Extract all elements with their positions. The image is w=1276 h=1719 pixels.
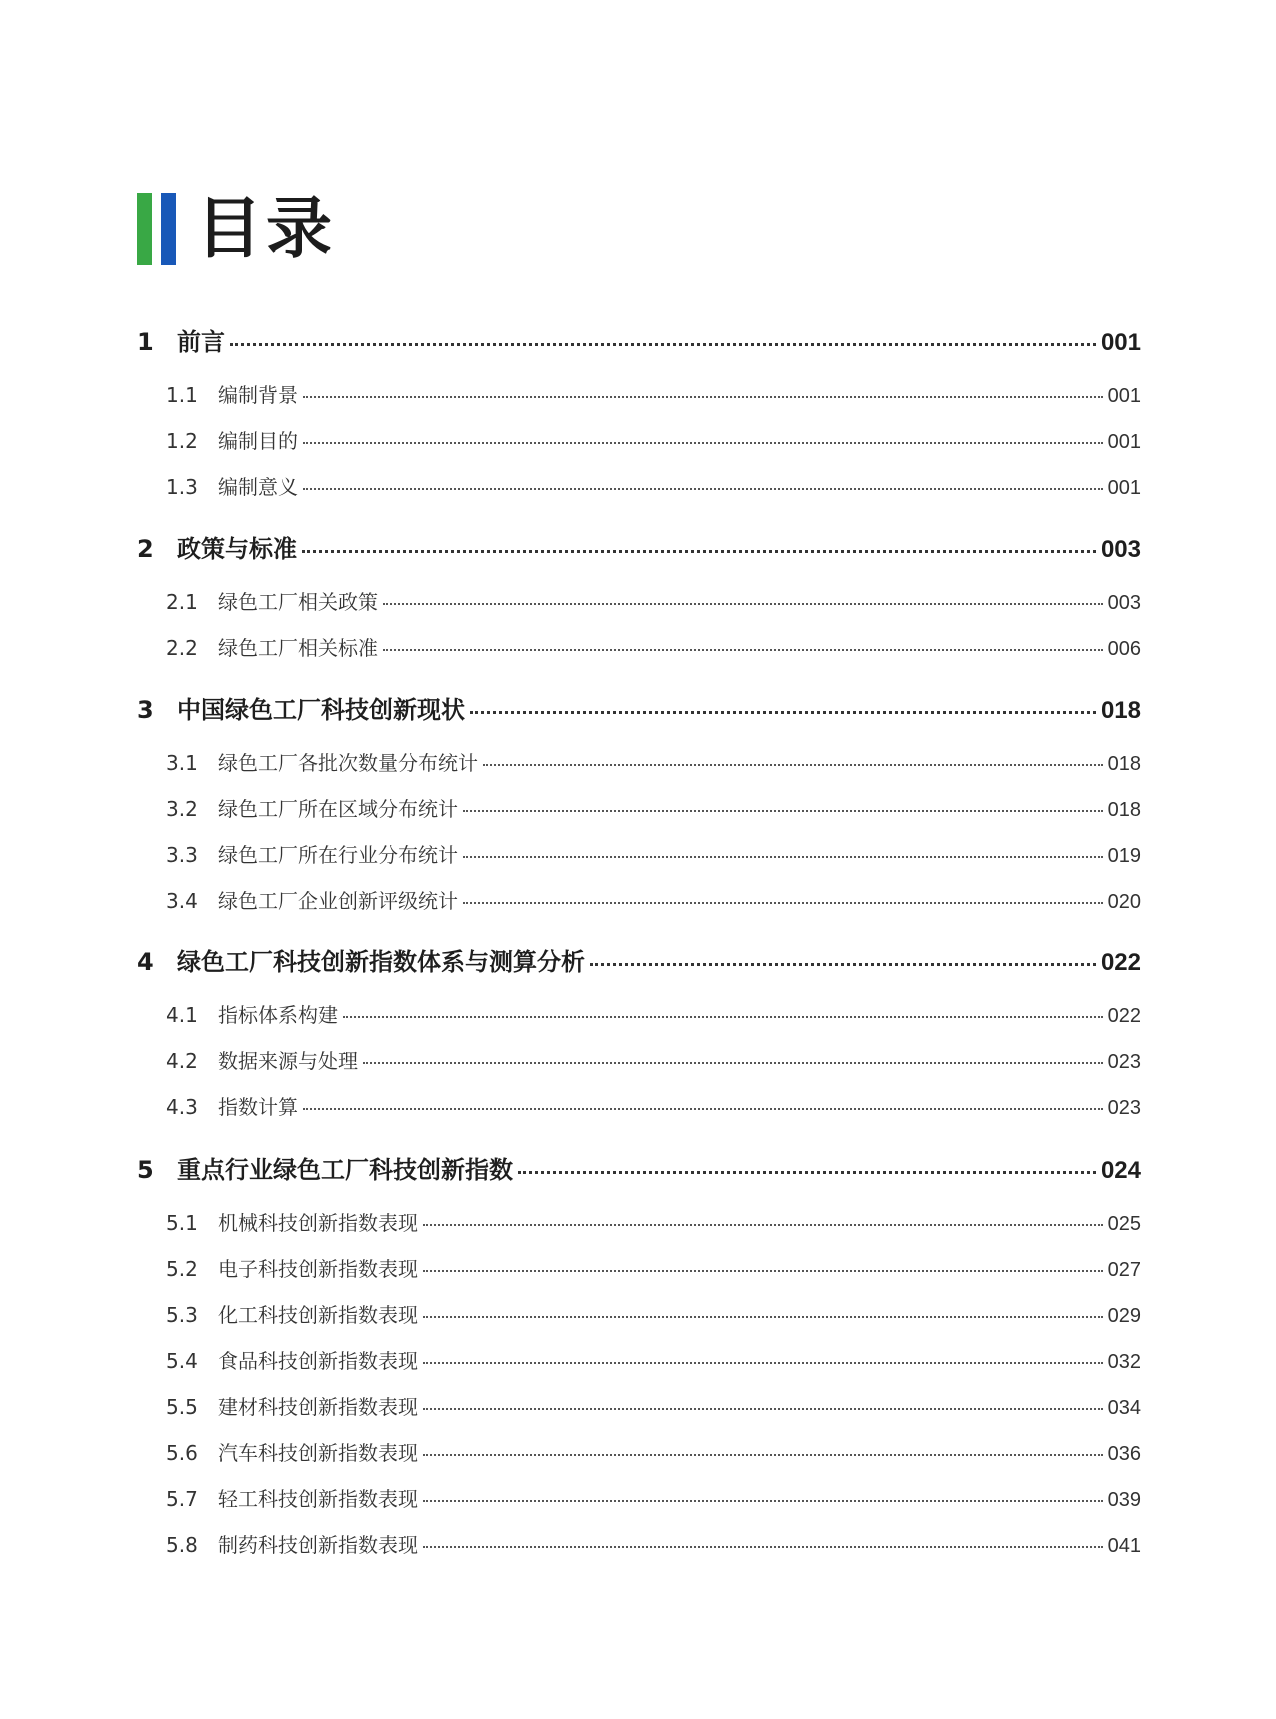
toc-section-4-3[interactable]	[137, 1091, 1141, 1120]
dot-leader	[518, 1171, 1096, 1174]
toc-page-number: 041	[1107, 1535, 1141, 1557]
toc-page-number: 018	[1100, 697, 1141, 724]
dot-leader	[423, 1316, 1103, 1318]
toc-label: 绿色工厂所在行业分布统计	[218, 843, 458, 867]
toc-label: 绿色工厂科技创新指数体系与测算分析	[177, 948, 585, 976]
dot-leader	[303, 1108, 1103, 1110]
dot-leader	[383, 649, 1103, 651]
toc-label: 绿色工厂相关政策	[218, 590, 378, 614]
toc-section-4-2[interactable]	[137, 1045, 1141, 1074]
toc-page-number: 025	[1107, 1213, 1141, 1235]
toc-page-number: 024	[1100, 1157, 1141, 1184]
toc-label: 中国绿色工厂科技创新现状	[177, 696, 465, 724]
toc-number: 5.6	[166, 1441, 198, 1465]
toc-chapter-5[interactable]	[137, 1150, 1141, 1185]
toc-number: 2.2	[166, 636, 198, 660]
toc-number: 5.8	[166, 1533, 198, 1557]
toc-number: 3.1	[166, 751, 198, 775]
toc-number: 4.1	[166, 1003, 198, 1027]
dot-leader	[343, 1016, 1103, 1018]
dot-leader	[303, 488, 1103, 490]
toc-label: 电子科技创新指数表现	[218, 1257, 418, 1281]
toc-label: 绿色工厂相关标准	[218, 636, 378, 660]
toc-number: 5.2	[166, 1257, 198, 1281]
toc-section-3-4[interactable]	[137, 885, 1141, 914]
toc-label: 数据来源与处理	[218, 1049, 358, 1073]
toc-page-number: 018	[1107, 753, 1141, 775]
dot-leader	[463, 856, 1103, 858]
toc-label: 汽车科技创新指数表现	[218, 1441, 418, 1465]
dot-leader	[590, 963, 1096, 966]
toc-label: 绿色工厂企业创新评级统计	[218, 889, 458, 913]
toc-label: 指标体系构建	[218, 1003, 338, 1027]
dot-leader	[463, 810, 1103, 812]
toc-number: 5.7	[166, 1487, 198, 1511]
toc-label: 指数计算	[218, 1095, 298, 1119]
toc-number: 4.2	[166, 1049, 198, 1073]
toc-page-number: 019	[1107, 845, 1141, 867]
toc-number: 2.1	[166, 590, 198, 614]
blue-accent-bar	[161, 193, 176, 265]
toc-label: 建材科技创新指数表现	[218, 1395, 418, 1419]
title-block	[137, 192, 336, 266]
toc-label: 食品科技创新指数表现	[218, 1349, 418, 1373]
toc-label: 前言	[177, 328, 225, 356]
toc-number: 1.3	[166, 475, 198, 499]
toc-page-number: 006	[1107, 638, 1141, 660]
toc-section-5-4[interactable]	[137, 1345, 1141, 1374]
toc-number: 3.3	[166, 843, 198, 867]
dot-leader	[470, 711, 1096, 714]
toc-section-5-1[interactable]	[137, 1207, 1141, 1236]
toc-page-number: 027	[1107, 1259, 1141, 1281]
dot-leader	[423, 1224, 1103, 1226]
toc-label: 编制意义	[218, 475, 298, 499]
toc-section-3-3[interactable]	[137, 839, 1141, 868]
dot-leader	[423, 1546, 1103, 1548]
toc-chapter-3[interactable]	[137, 690, 1141, 725]
toc-page-number: 003	[1107, 592, 1141, 614]
toc-page-number: 034	[1107, 1397, 1141, 1419]
toc-label: 机械科技创新指数表现	[218, 1211, 418, 1235]
toc-page-number: 029	[1107, 1305, 1141, 1327]
toc-page-number: 039	[1107, 1489, 1141, 1511]
toc-page-number: 018	[1107, 799, 1141, 821]
dot-leader	[423, 1270, 1103, 1272]
toc-page-number: 032	[1107, 1351, 1141, 1373]
toc-section-3-1[interactable]	[137, 747, 1141, 776]
dot-leader	[423, 1454, 1103, 1456]
toc-number: 1.2	[166, 429, 198, 453]
dot-leader	[303, 442, 1103, 444]
toc-label: 绿色工厂各批次数量分布统计	[218, 751, 478, 775]
toc-chapter-1[interactable]	[137, 322, 1141, 357]
toc-number: 4	[137, 948, 154, 976]
toc-section-1-1[interactable]	[137, 379, 1141, 408]
toc-page-number: 022	[1107, 1005, 1141, 1027]
toc-number: 5.3	[166, 1303, 198, 1327]
toc-label: 重点行业绿色工厂科技创新指数	[177, 1156, 513, 1184]
toc-page-number: 023	[1107, 1051, 1141, 1073]
toc-number: 3	[137, 696, 154, 724]
toc-section-5-2[interactable]	[137, 1253, 1141, 1282]
page-title: 目录	[196, 190, 336, 267]
toc-chapter-2[interactable]	[137, 529, 1141, 564]
toc-page-number: 023	[1107, 1097, 1141, 1119]
toc-section-1-3[interactable]	[137, 471, 1141, 500]
toc-page-number: 001	[1107, 431, 1141, 453]
toc-number: 5.1	[166, 1211, 198, 1235]
dot-leader	[302, 550, 1096, 553]
toc-section-4-1[interactable]	[137, 999, 1141, 1028]
toc-page-number: 003	[1100, 536, 1141, 563]
toc-page-number: 020	[1107, 891, 1141, 913]
toc-page-number: 036	[1107, 1443, 1141, 1465]
toc-number: 1.1	[166, 383, 198, 407]
dot-leader	[423, 1362, 1103, 1364]
toc-label: 轻工科技创新指数表现	[218, 1487, 418, 1511]
toc-number: 1	[137, 328, 154, 356]
toc-section-1-2[interactable]	[137, 425, 1141, 454]
toc-number: 5.5	[166, 1395, 198, 1419]
toc-section-5-3[interactable]	[137, 1299, 1141, 1328]
dot-leader	[230, 343, 1096, 346]
toc-label: 政策与标准	[177, 535, 297, 563]
toc-number: 3.2	[166, 797, 198, 821]
toc-label: 编制目的	[218, 429, 298, 453]
toc-number: 5	[137, 1156, 154, 1184]
toc-section-2-1[interactable]	[137, 586, 1141, 615]
toc-number: 3.4	[166, 889, 198, 913]
toc-label: 绿色工厂所在区域分布统计	[218, 797, 458, 821]
toc-page-number: 001	[1100, 329, 1141, 356]
dot-leader	[483, 764, 1103, 766]
dot-leader	[463, 902, 1103, 904]
toc-section-5-5[interactable]	[137, 1391, 1141, 1420]
toc-page-number: 001	[1107, 477, 1141, 499]
toc-section-5-7[interactable]	[137, 1483, 1141, 1512]
dot-leader	[423, 1408, 1103, 1410]
dot-leader	[303, 396, 1103, 398]
green-accent-bar	[137, 193, 152, 265]
toc-section-5-6[interactable]	[137, 1437, 1141, 1466]
dot-leader	[363, 1062, 1103, 1064]
toc-section-5-8[interactable]	[137, 1529, 1141, 1558]
toc-number: 5.4	[166, 1349, 198, 1373]
toc-label: 制药科技创新指数表现	[218, 1533, 418, 1557]
toc-section-3-2[interactable]	[137, 793, 1141, 822]
dot-leader	[383, 603, 1103, 605]
toc-number: 4.3	[166, 1095, 198, 1119]
toc-number: 2	[137, 535, 154, 563]
toc-label: 编制背景	[218, 383, 298, 407]
toc-page-number: 001	[1107, 385, 1141, 407]
toc-section-2-2[interactable]	[137, 632, 1141, 661]
toc-chapter-4[interactable]	[137, 942, 1141, 977]
toc-page-number: 022	[1100, 949, 1141, 976]
toc-label: 化工科技创新指数表现	[218, 1303, 418, 1327]
dot-leader	[423, 1500, 1103, 1502]
